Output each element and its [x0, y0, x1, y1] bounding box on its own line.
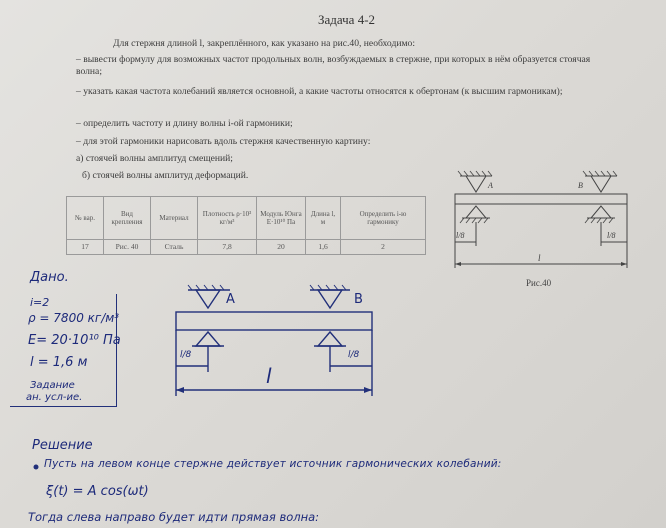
task-intro: Для стержня длиной l, закреплённого, как указано на рис.40, необходимо: — [113, 38, 416, 49]
table-cell: 1,6 — [306, 240, 341, 255]
task-item-6: б) стоячей волны амплитуд деформаций. — [82, 170, 249, 181]
table-header-cell: Плотность ρ·10³ кг/м³ — [198, 197, 257, 240]
table-header-cell: Длина l, м — [306, 197, 341, 240]
table-header-cell: Модуль Юнга E·10¹⁰ Па — [257, 197, 306, 240]
sketch-label-l: l — [266, 364, 272, 388]
solution-formula: ξ(t) = A cos(ωt) — [46, 484, 149, 499]
variant-table — [66, 196, 426, 255]
task-item-2: – указать какая частота колебаний является основной, а какие частоты относятся к обертонам (к высшим гармоникам); — [76, 86, 563, 97]
sketch-label-l8-left: l/8 — [180, 350, 192, 360]
table-cell: Рис. 40 — [104, 240, 151, 255]
solution-line-1: Пусть на левом конце стержне действует источник гармонических колебаний: — [44, 458, 502, 470]
table-cell: 2 — [341, 240, 426, 255]
table-header-cell: Определить i-ю гармонику — [341, 197, 426, 240]
table-header-row — [67, 197, 426, 240]
table-header-cell: Вид крепления — [104, 197, 151, 240]
table-header-cell: № вар. — [67, 197, 104, 240]
table-header-cell: Материал — [151, 197, 198, 240]
table-cell: 17 — [67, 240, 104, 255]
task-item-4: – для этой гармоники нарисовать вдоль стержня качественную картину: — [76, 136, 371, 147]
sketch-label-b: B — [354, 292, 363, 307]
sketch-label-a: A — [226, 292, 235, 307]
table-cell: Сталь — [151, 240, 198, 255]
sketch-label-l8-right: l/8 — [348, 350, 360, 360]
solution-line-2: Тогда слева направо будет идти прямая волна: — [28, 510, 320, 524]
fig-label-l8-right: l/8 — [607, 231, 616, 240]
task-item-1: – вывести формулу для возможных частот продольных волн, возбуждаемых в стержне, при которых в нём образуется стоячая волна; — [76, 54, 591, 77]
given-title: Дано. — [30, 270, 69, 285]
given-i: i=2 — [30, 296, 50, 309]
fig-label-l: l — [538, 253, 541, 263]
given-density: ρ = 7800 кг/м³ — [28, 311, 120, 325]
find-line-2: ан. усл-ие. — [26, 392, 83, 403]
task-title: Задача 4-2 — [318, 12, 376, 27]
solution-title: Решение — [32, 438, 93, 453]
task-item-5: а) стоячей волны амплитуд смещений; — [76, 153, 233, 164]
table-cell: 7,8 — [198, 240, 257, 255]
task-item-3: – определить частоту и длину волны i-ой гармоники; — [76, 118, 293, 129]
fig-label-l8-left: l/8 — [456, 231, 465, 240]
table-row — [67, 240, 426, 255]
table-cell: 20 — [257, 240, 306, 255]
given-young: E= 20·10¹⁰ Па — [28, 333, 121, 348]
find-line-1: Задание — [30, 380, 75, 391]
given-length: l = 1,6 м — [30, 355, 88, 370]
fig-label-b: B — [578, 181, 583, 190]
figure-caption: Рис.40 — [526, 278, 552, 288]
fig-label-a: A — [488, 181, 493, 190]
